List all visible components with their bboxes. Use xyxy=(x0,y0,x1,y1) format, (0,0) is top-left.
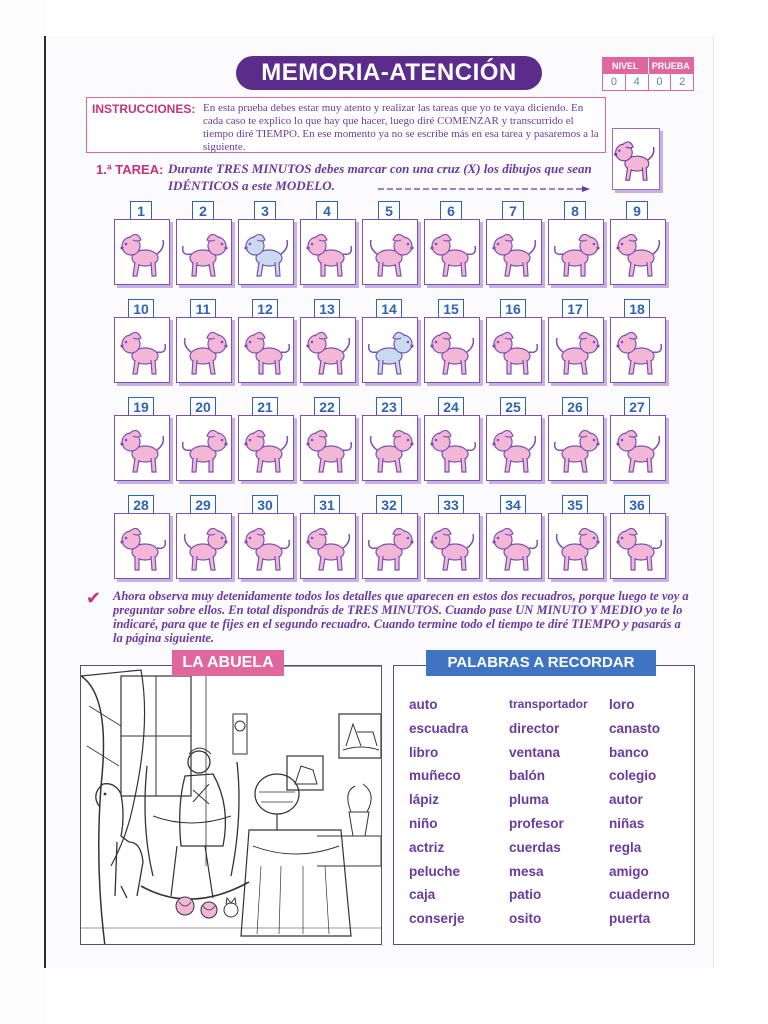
dog-illustration xyxy=(179,322,231,380)
dog-item-18[interactable] xyxy=(610,317,666,383)
dog-illustration xyxy=(241,322,293,380)
dog-icon xyxy=(492,332,537,374)
checkmark-icon: ✔ xyxy=(86,588,102,609)
dog-illustration xyxy=(117,420,169,478)
nivel-prueba-digits xyxy=(603,74,693,91)
dog-icon xyxy=(120,528,165,570)
dog-item-23[interactable] xyxy=(362,415,418,481)
dog-number-label: 4 xyxy=(316,201,338,219)
dog-item-12[interactable] xyxy=(238,317,294,383)
instructions-text: En esta prueba debes estar muy atento y realizar las tareas que yo te vaya diciendo. En cada caso te explico lo que hay que hacer, luego diré COMENZAR y transcurrido el tiempo diré TIEMPO. En ese momento ya no se escribe más en esa tarea y pasaremos a la siguiente. xyxy=(203,102,599,153)
dog-number-label: 9 xyxy=(626,201,648,219)
dog-number-label: 34 xyxy=(500,495,526,513)
dog-illustration xyxy=(241,518,293,576)
dog-number-label: 31 xyxy=(314,495,340,513)
dog-icon xyxy=(306,528,349,570)
word-item: mesa xyxy=(509,863,544,879)
dog-illustration xyxy=(365,224,417,282)
word-item: director xyxy=(509,720,560,736)
dog-number-label: 13 xyxy=(314,299,340,317)
dog-item-11[interactable] xyxy=(176,317,232,383)
dog-illustration xyxy=(427,224,479,282)
dog-item-35[interactable] xyxy=(548,513,604,579)
task-label: 1.ª TAREA: xyxy=(96,162,164,177)
dog-illustration xyxy=(489,518,541,576)
word-item: cuaderno xyxy=(609,887,670,903)
dog-item-14[interactable] xyxy=(362,317,418,383)
dog-icon xyxy=(244,430,287,472)
word-item: canasto xyxy=(609,720,661,736)
dog-number-label: 35 xyxy=(562,495,588,513)
dog-illustration xyxy=(427,322,479,380)
dog-number-label: 33 xyxy=(438,495,464,513)
word-item: banco xyxy=(609,744,649,760)
dog-illustration xyxy=(303,420,355,478)
model-dog-illustration xyxy=(611,131,659,187)
dog-number-label: 11 xyxy=(190,299,216,317)
dog-number-label: 7 xyxy=(502,201,524,219)
dog-icon xyxy=(120,430,163,472)
dog-illustration xyxy=(365,420,417,478)
dog-illustration xyxy=(489,224,541,282)
dog-icon xyxy=(183,234,228,276)
word-item: libro xyxy=(409,744,439,760)
task-text: Durante TRES MINUTOS debes marcar con una cruz (X) los dibujos que sean IDÉNTICOS a este MODELO. xyxy=(168,161,592,193)
scan-margin xyxy=(0,0,46,1024)
dog-item-8[interactable] xyxy=(548,219,604,285)
word-item: caja xyxy=(409,887,436,903)
dog-illustration xyxy=(427,420,479,478)
dog-number-label: 14 xyxy=(376,299,402,317)
dog-number-label: 10 xyxy=(128,299,154,317)
observe-instructions: Ahora observa muy detenidamente todos los detalles que aparecen en estos dos recuadros, porque luego te voy a preguntar sobre ellos. En total dispondrás de TRES MINUTOS. Cuando pase UN MINUTO Y MEDIO yo te lo indicaré, para que te fijes en el segundo recuadro. Cuando termine todo el tiempo te diré TIEMPO y pasarás a la página siguiente. xyxy=(113,589,689,645)
digit: 0 xyxy=(649,74,672,91)
dog-icon xyxy=(306,430,351,472)
dog-illustration xyxy=(117,322,169,380)
dog-item-26[interactable] xyxy=(548,415,604,481)
dog-icon xyxy=(555,430,600,472)
nivel-prueba-header xyxy=(603,58,693,74)
word-item: amigo xyxy=(609,863,649,879)
word-item: conserje xyxy=(409,911,465,927)
dog-icon xyxy=(371,430,414,472)
dog-number-label: 18 xyxy=(624,299,650,317)
dog-illustration xyxy=(117,518,169,576)
model-dog-card xyxy=(612,128,660,190)
dog-item-22[interactable] xyxy=(300,415,356,481)
dog-icon xyxy=(430,430,475,472)
nivel-label: NIVEL xyxy=(611,61,639,71)
dog-number-label: 30 xyxy=(252,495,278,513)
dog-item-33[interactable] xyxy=(424,513,480,579)
dog-item-6[interactable] xyxy=(424,219,480,285)
dog-icon xyxy=(492,528,537,570)
dog-item-20[interactable] xyxy=(176,415,232,481)
word-item: loro xyxy=(609,697,635,712)
word-item: auto xyxy=(409,697,438,712)
word-item: escuadra xyxy=(409,720,469,736)
dog-illustration xyxy=(117,224,169,282)
dog-icon xyxy=(185,528,228,570)
abuela-scene-illustration xyxy=(81,666,382,945)
dog-icon xyxy=(371,234,414,276)
dog-icon xyxy=(244,528,289,570)
dog-item-3[interactable] xyxy=(238,219,294,285)
word-item: balón xyxy=(509,768,545,784)
word-item: transportador xyxy=(509,697,588,711)
dog-icon xyxy=(183,430,228,472)
dog-icon xyxy=(306,332,349,374)
dog-number-label: 2 xyxy=(192,201,214,219)
words-to-remember-title: PALABRAS A RECORDAR xyxy=(426,650,656,676)
dog-item-34[interactable] xyxy=(486,513,542,579)
dog-number-label: 12 xyxy=(252,299,278,317)
abuela-illustration-frame xyxy=(80,665,382,945)
dog-item-9[interactable] xyxy=(610,219,666,285)
dog-icon xyxy=(430,234,475,276)
dog-illustration xyxy=(489,322,541,380)
dog-illustration xyxy=(303,322,355,380)
dog-icon xyxy=(616,528,661,570)
dog-illustration xyxy=(179,420,231,478)
prueba-label: PRUEBA xyxy=(648,58,694,74)
dog-item-7[interactable] xyxy=(486,219,542,285)
word-item: puerta xyxy=(609,911,651,927)
dog-icon xyxy=(244,332,289,374)
dog-icon xyxy=(369,528,414,570)
dog-number-label: 22 xyxy=(314,397,340,415)
dog-icon xyxy=(616,332,661,374)
dog-number-label: 28 xyxy=(128,495,154,513)
dog-icon xyxy=(120,234,163,276)
dog-illustration xyxy=(489,420,541,478)
dog-illustration xyxy=(179,224,231,282)
dog-number-label: 17 xyxy=(562,299,588,317)
abuela-title: LA ABUELA xyxy=(172,650,284,676)
page-title: MEMORIA-ATENCIÓN xyxy=(236,56,542,90)
dog-number-label: 23 xyxy=(376,397,402,415)
dog-illustration xyxy=(551,224,603,282)
dog-icon xyxy=(557,528,600,570)
nivel-prueba-box xyxy=(602,57,694,91)
dog-illustration xyxy=(241,224,293,282)
dog-number-label: 36 xyxy=(624,495,650,513)
dog-icon xyxy=(430,332,473,374)
dog-illustration xyxy=(551,322,603,380)
dog-number-label: 20 xyxy=(190,397,216,415)
dog-number-label: 24 xyxy=(438,397,464,415)
word-item: lápiz xyxy=(409,792,440,808)
dog-number-label: 6 xyxy=(440,201,462,219)
dog-item-27[interactable] xyxy=(610,415,666,481)
dog-number-label: 1 xyxy=(130,201,152,219)
dog-number-label: 8 xyxy=(564,201,586,219)
dog-icon xyxy=(492,234,535,276)
word-item: colegio xyxy=(609,768,657,784)
dashed-arrow-icon xyxy=(378,186,590,192)
word-item: osito xyxy=(509,911,542,927)
dog-icon xyxy=(616,234,659,276)
dog-number-label: 29 xyxy=(190,495,216,513)
dog-illustration xyxy=(613,420,665,478)
dog-icon xyxy=(369,332,414,374)
dog-item-24[interactable] xyxy=(424,415,480,481)
dog-number-label: 5 xyxy=(378,201,400,219)
dog-item-13[interactable] xyxy=(300,317,356,383)
word-item: cuerdas xyxy=(509,839,561,855)
dog-illustration xyxy=(551,518,603,576)
dog-icon xyxy=(120,332,165,374)
dog-icon xyxy=(614,142,654,180)
instructions-box xyxy=(86,97,606,153)
dog-icon xyxy=(430,528,473,570)
dog-item-17[interactable] xyxy=(548,317,604,383)
word-item: actriz xyxy=(409,839,445,855)
instructions-label: INSTRUCCIONES: xyxy=(92,102,196,116)
dog-illustration xyxy=(427,518,479,576)
digit: 4 xyxy=(626,74,649,91)
word-item: regla xyxy=(609,839,642,855)
dog-item-2[interactable] xyxy=(176,219,232,285)
dog-item-32[interactable] xyxy=(362,513,418,579)
word-item: muñeco xyxy=(409,768,461,784)
dog-number-label: 15 xyxy=(438,299,464,317)
dog-item-4[interactable] xyxy=(300,219,356,285)
dog-item-1[interactable] xyxy=(114,219,170,285)
dog-icon xyxy=(306,234,351,276)
word-item: profesor xyxy=(509,816,564,831)
dog-item-16[interactable] xyxy=(486,317,542,383)
dog-illustration xyxy=(613,518,665,576)
dog-number-label: 32 xyxy=(376,495,402,513)
dog-item-36[interactable] xyxy=(610,513,666,579)
dog-icon xyxy=(557,332,600,374)
dog-item-19[interactable] xyxy=(114,415,170,481)
dog-number-label: 27 xyxy=(624,397,650,415)
dog-item-30[interactable] xyxy=(238,513,294,579)
word-item: pluma xyxy=(509,792,549,808)
dog-number-label: 26 xyxy=(562,397,588,415)
dog-illustration xyxy=(365,518,417,576)
word-item: patio xyxy=(509,887,542,903)
dog-icon xyxy=(616,430,659,472)
dog-item-25[interactable] xyxy=(486,415,542,481)
dog-number-label: 19 xyxy=(128,397,154,415)
dog-icon xyxy=(492,430,535,472)
dog-item-31[interactable] xyxy=(300,513,356,579)
dog-item-29[interactable] xyxy=(176,513,232,579)
dog-item-5[interactable] xyxy=(362,219,418,285)
digit: 2 xyxy=(679,76,686,88)
dog-illustration xyxy=(303,518,355,576)
dog-item-21[interactable] xyxy=(238,415,294,481)
dog-illustration xyxy=(303,224,355,282)
dog-number-label: 21 xyxy=(252,397,278,415)
dog-number-label: 16 xyxy=(500,299,526,317)
dog-item-28[interactable] xyxy=(114,513,170,579)
digit: 0 xyxy=(603,74,626,91)
dog-illustration xyxy=(365,322,417,380)
word-item: peluche xyxy=(409,863,461,879)
dog-illustration xyxy=(179,518,231,576)
dog-icon xyxy=(555,234,600,276)
word-item: niñas xyxy=(609,816,645,831)
dog-illustration xyxy=(551,420,603,478)
dog-icon xyxy=(244,234,287,276)
word-item: niño xyxy=(409,816,438,831)
dog-icon xyxy=(185,332,228,374)
dog-illustration xyxy=(613,224,665,282)
dog-number-label: 3 xyxy=(254,201,276,219)
dog-illustration xyxy=(241,420,293,478)
dog-item-10[interactable] xyxy=(114,317,170,383)
word-item: autor xyxy=(609,792,643,808)
word-item: ventana xyxy=(509,744,561,760)
dog-item-15[interactable] xyxy=(424,317,480,383)
dog-illustration xyxy=(613,322,665,380)
dog-number-label: 25 xyxy=(500,397,526,415)
